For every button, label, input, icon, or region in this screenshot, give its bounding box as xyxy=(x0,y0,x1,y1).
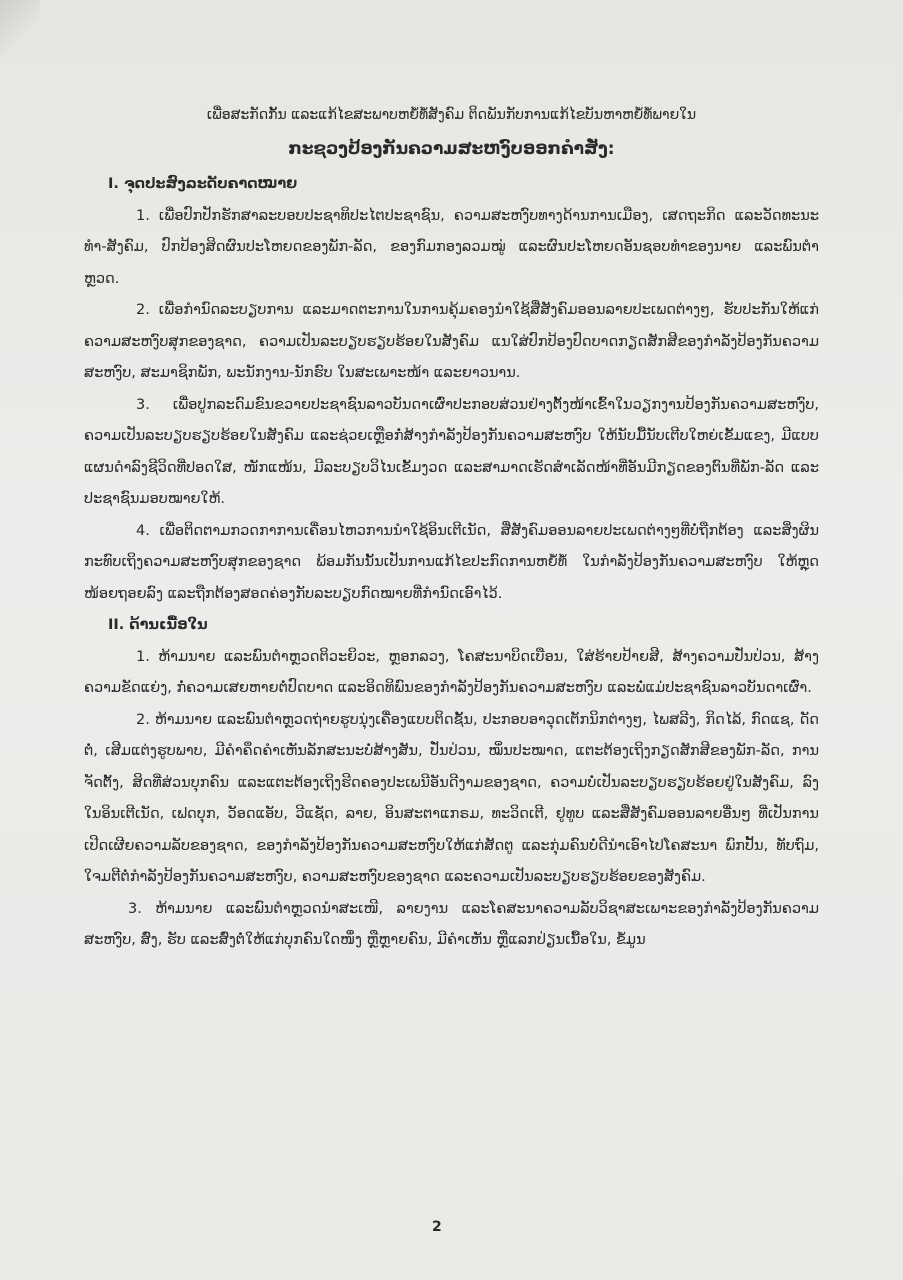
section1-paragraph-1: 1. ເພື່ອປົກປັກຮັກສາລະບອບປະຊາທິປະໄຕປະຊາຊົນ, ຄວາມສະຫງົບທາງດ້ານການເມືອງ, ເສດຖະກິດ ແລະວັດທະນະທໍາ-ສັງຄົມ, ປົກປ້ອງສິດຜົນປະໂຫຍດຂອງພັກ-ລັດ, ຂອງກົມກອງລວມໝູ່ ແລະຜົນປະໂຫຍດອັນຊອບທໍາຂອງນາຍ ແລະພົນຕໍາຫຼວດ. xyxy=(84,207,819,287)
page-fold-shadow xyxy=(0,0,40,60)
section1-paragraph-3: 3. ເພື່ອປູກລະດົມຂົນຂວາຍປະຊາຊົນລາວບັນດາເຜົ່າປະກອບສ່ວນຢ່າງຕັ້ງໜ້າເຂົ້າໃນວຽກງານປ້ອງກັນຄວາມສະຫງົບ, ຄວາມເປັນລະບຽບຮຽບຮ້ອຍໃນສັງຄົມ ແລະຊ່ວຍເຫຼືອກໍ່ສ້າງກໍາລັງປ້ອງກັນຄວາມສະຫງົບ ໃຫ້ນັບມື້ນັບເຕີບໃຫຍ່ເຂັ້ມແຂງ, ມີແບບແຜນດໍາລົງຊີວິດທີ່ປອດໃສ, ໜັກແໜ້ນ, ມີລະບຽບວິໄນເຂັ້ມງວດ ແລະສາມາດເຮັດສໍາເລັດໜ້າທີ່ອັນມີກຽດຂອງຕົນທີ່ພັກ-ລັດ ແລະປະຊາຊົນມອບໝາຍໃຫ້. xyxy=(84,396,819,507)
section2-paragraph-2: 2. ຫ້າມນາຍ ແລະພົນຕໍາຫຼວດຖ່າຍຮູບນຸ່ງເຄື່ອງແບບຕິດຊັ້ນ, ປະກອບອາວຸດເຕັກນິກຕ່າງໆ, ໄພສລີງ, ກິດໄລ້, ກົດແຊ, ດັດຕໍ່, ເສີມແຕ່ງຮູບພາບ, ມີຄໍາຄຶດຄໍາເຫັນລັກສະນະບໍ່ສ້າງສັນ, ປັ່ນປ່ວນ, ໝິ່ນປະໝາດ, ແຕະຕ້ອງເຖິງກຽດສັກສີຂອງພັກ-ລັດ, ການຈັດຕັ້ງ, ສິດທີ່ສ່ວນບຸກຄົນ ແລະແຕະຕ້ອງເຖິງຮີດຄອງປະເພນີອັນດີງາມຂອງຊາດ, ຄວາມບໍ່ເປັນລະບຽບຮຽບຮ້ອຍຢູ່ໃນສັງຄົມ, ລົງໃນອິນເຕີເນັດ, ເຟດບຸກ, ວັອດແອັບ, ວີແຊັດ, ລາຍ, ອິນສະຕາແກຣມ, ທະວິດເຕີ, ຢູທູບ ແລະສື່ສັງຄົມອອນລາຍອື່ນໆ ທີ່ເປັນການເປີດເຜີຍຄວາມລັບຂອງຊາດ, ຂອງກໍາລັງປ້ອງກັນຄວາມສະຫງົບໃຫ້ແກ່ສັດຕູ ແລະກຸ່ມຄົນບໍ່ດີນໍາເອົາໄປໂຄສະນາ ພົກປັ້ນ, ທັບຖົມ, ໃຈມຕີຕໍ່ກໍາລັງປ້ອງກັນຄວາມສະຫງົບ, ຄວາມສະຫງົບຂອງຊາດ ແລະຄວາມເປັນລະບຽບຮຽບຮ້ອຍຂອງສັງຄົມ. xyxy=(84,711,819,885)
document-pretitle: ເພື່ອສະກັດກັ້ນ ແລະແກ້ໄຂສະພາບຫຍໍ້ທໍ້ສັງຄົມ ຕິດພັນກັບການແກ້ໄຂບັນຫາຫຍໍ້ທໍ້ພາຍໃນ xyxy=(206,107,697,123)
document-title: ກະຊວງປ້ອງກັນຄວາມສະຫງົບອອກຄໍາສັ່ງ: xyxy=(288,138,615,159)
section2-paragraph-3: 3. ຫ້າມນາຍ ແລະພົນຕໍາຫຼວດນໍາສະເໜີ, ລາຍງານ ແລະໂຄສະນາຄວາມລັບວິຊາສະເພາະຂອງກໍາລັງປ້ອງກັນຄວາມສະຫງົບ, ສົ່ງ, ຮັບ ແລະສົ່ງຕໍ່ໃຫ້ແກ່ບຸກຄົນໃດໜຶ່ງ ຫຼືຫຼາຍຄົນ, ມີຄໍາເຫັນ ຫຼືແລກປ່ຽນເນື້ອໃນ, ຂໍ້ມູນ xyxy=(84,900,819,948)
section-heading-2: II. ດ້ານເນື້ອໃນ xyxy=(108,617,208,633)
document-body xyxy=(84,100,819,957)
section1-paragraph-4: 4. ເພື່ອຕິດຕາມກວດກາການເຄື່ອນໄຫວການນໍາໃຊ້ອິນເຕີເນັດ, ສື່ສັງຄົມອອນລາຍປະເພດຕ່າງໆທີ່ບໍ່ຖືກຕ້ອງ ແລະສິ່ງຜິນກະທົບເຖິງຄວາມສະຫງົບສຸກຂອງຊາດ ພ້ອມກັນນັ້ນເປັນການແກ້ໄຂປະກົດການຫຍໍ້ທໍ້ ໃນກໍາລັງປ້ອງກັນຄວາມສະຫງົບ ໃຫ້ຫຼຸດໜ້ອຍຖອຍລົງ ແລະຖືກຕ້ອງສອດຄ່ອງກັບລະບຽບກົດໝາຍທີ່ກໍານົດເອົາໄວ້. xyxy=(84,522,819,602)
page-number: 2 xyxy=(432,1219,442,1235)
section-heading-1: I. ຈຸດປະສົງລະດັບຄາດໝາຍ xyxy=(108,176,298,192)
section1-paragraph-2: 2. ເພື່ອກໍານົດລະບຽບການ ແລະມາດຕະການໃນການຄຸ້ມຄອງນໍາໃຊ້ສື່ສັງຄົມອອນລາຍປະເພດຕ່າງໆ, ຮັບປະກັນໃຫ້ແກ່ຄວາມສະຫງົບສຸກຂອງຊາດ, ຄວາມເປັນລະບຽບຮຽບຮ້ອຍໃນສັງຄົມ ແນໃສ່ປົກປ້ອງປົດບາດກຽດສັກສີຂອງກໍາລັງປ້ອງກັນຄວາມສະຫງົບ, ສະມາຊິກພັກ, ພະນັກງານ-ນັກຮົບ ໃນສະເພາະໜ້າ ແລະຍາວນານ. xyxy=(84,302,819,381)
section2-paragraph-1: 1. ຫ້າມນາຍ ແລະພົນຕໍາຫຼວດຕິວະຍິວະ, ຫຼອກລວງ, ໂຄສະນາບິດເບືອນ, ໃສ່ຮ້າຍປ້າຍສີ, ສ້າງຄວາມປັ່ນປ່ວນ, ສ້າງຄວາມຂັດແຍ່ງ, ກໍ່ຄວາມເສຍຫາຍຕໍ່ປົດບາດ ແລະອິດທິພົນຂອງກໍາລັງປ້ອງກັນຄວາມສະຫງົບ ແລະພໍ່ແມ່ປະຊາຊົນລາວບັນດາເຜົ່າ. xyxy=(84,648,819,696)
